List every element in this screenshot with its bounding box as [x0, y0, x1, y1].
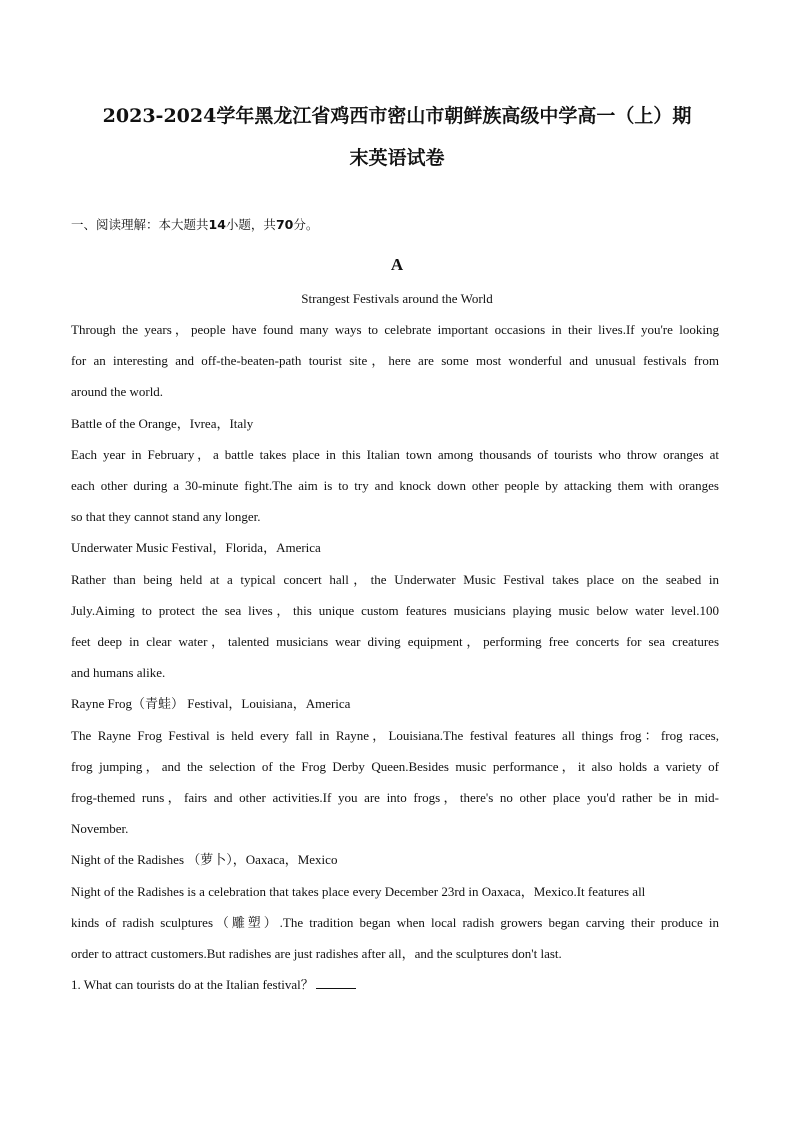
answer-blank[interactable]	[316, 976, 356, 989]
passage-line: Night of the Radishes is a celebration that takes place every December 23rd in Oaxaca，Mexico.It features all	[71, 884, 646, 899]
passage-line: frog jumping，and the selection of the Frog Derby Queen.Besides music performance，it also holds a variety of	[71, 759, 719, 774]
passage-line: kinds of radish sculptures（雕塑）.The tradition began when local radish growers began carving their produce in	[71, 915, 719, 930]
section-suffix: 分。	[293, 217, 319, 232]
passage-line: frog-themed runs，fairs and other activities.If you are into frogs，there's no other place you'd rather be in mid-	[71, 790, 719, 805]
festival-heading: Underwater Music Festival，Florida，America	[71, 540, 321, 555]
passage-line: Rather than being held at a typical concert hall，the Underwater Music Festival takes place on the seabed in	[71, 572, 719, 587]
passage-letter: A	[390, 255, 404, 274]
passage-line: order to attract customers.But radishes are just radishes after all，and the sculptures don't last.	[71, 946, 562, 961]
section-heading	[71, 216, 318, 234]
festival-heading: Night of the Radishes （萝卜），Oaxaca，Mexico	[71, 852, 338, 867]
section-prefix: 一、阅读理解：本大题共	[71, 217, 209, 232]
question-count: 14	[208, 217, 226, 232]
exam-title-line-2: 末英语试卷	[349, 147, 445, 169]
passage-line: July.Aiming to protect the sea lives，this unique custom features musicians playing music below water level.100	[71, 603, 719, 618]
passage-line: Each year in February，a battle takes place in this Italian town among thousands of tourists who throw oranges at	[71, 447, 719, 462]
section-score: 70	[275, 217, 294, 232]
passage-line: so that they cannot stand any longer.	[71, 509, 261, 524]
festival-heading: Battle of the Orange，Ivrea，Italy	[71, 416, 254, 431]
passage-line: The Rayne Frog Festival is held every fall in Rayne，Louisiana.The festival features all things frog：frog races,	[71, 728, 719, 743]
passage-line: November.	[71, 821, 129, 836]
passage-line: and humans alike.	[71, 665, 166, 680]
question-1-text: 1. What can tourists do at the Italian festival？	[71, 977, 314, 992]
passage-line: feet deep in clear water，talented musicians wear diving equipment，performing free concerts for sea creatures	[71, 634, 719, 649]
passage-title: Strangest Festivals around the World	[301, 291, 493, 306]
passage-line: Through the years，people have found many ways to celebrate important occasions in their lives.If you're looking	[71, 322, 719, 337]
exam-title-line-1: 2023-2024学年黑龙江省鸡西市密山市朝鲜族高级中学高一（上）期	[102, 105, 692, 127]
passage-line: each other during a 30-minute fight.The aim is to try and knock down other people by attacking them with oranges	[71, 478, 719, 493]
festival-heading: Rayne Frog（青蛙） Festival，Louisiana，America	[71, 696, 351, 711]
section-mid: 小题，共	[225, 217, 276, 232]
passage-line: around the world.	[71, 384, 164, 399]
passage-line: for an interesting and off-the-beaten-path tourist site，here are some most wonderful and unusual festivals from	[71, 353, 719, 368]
question-1	[71, 976, 719, 994]
